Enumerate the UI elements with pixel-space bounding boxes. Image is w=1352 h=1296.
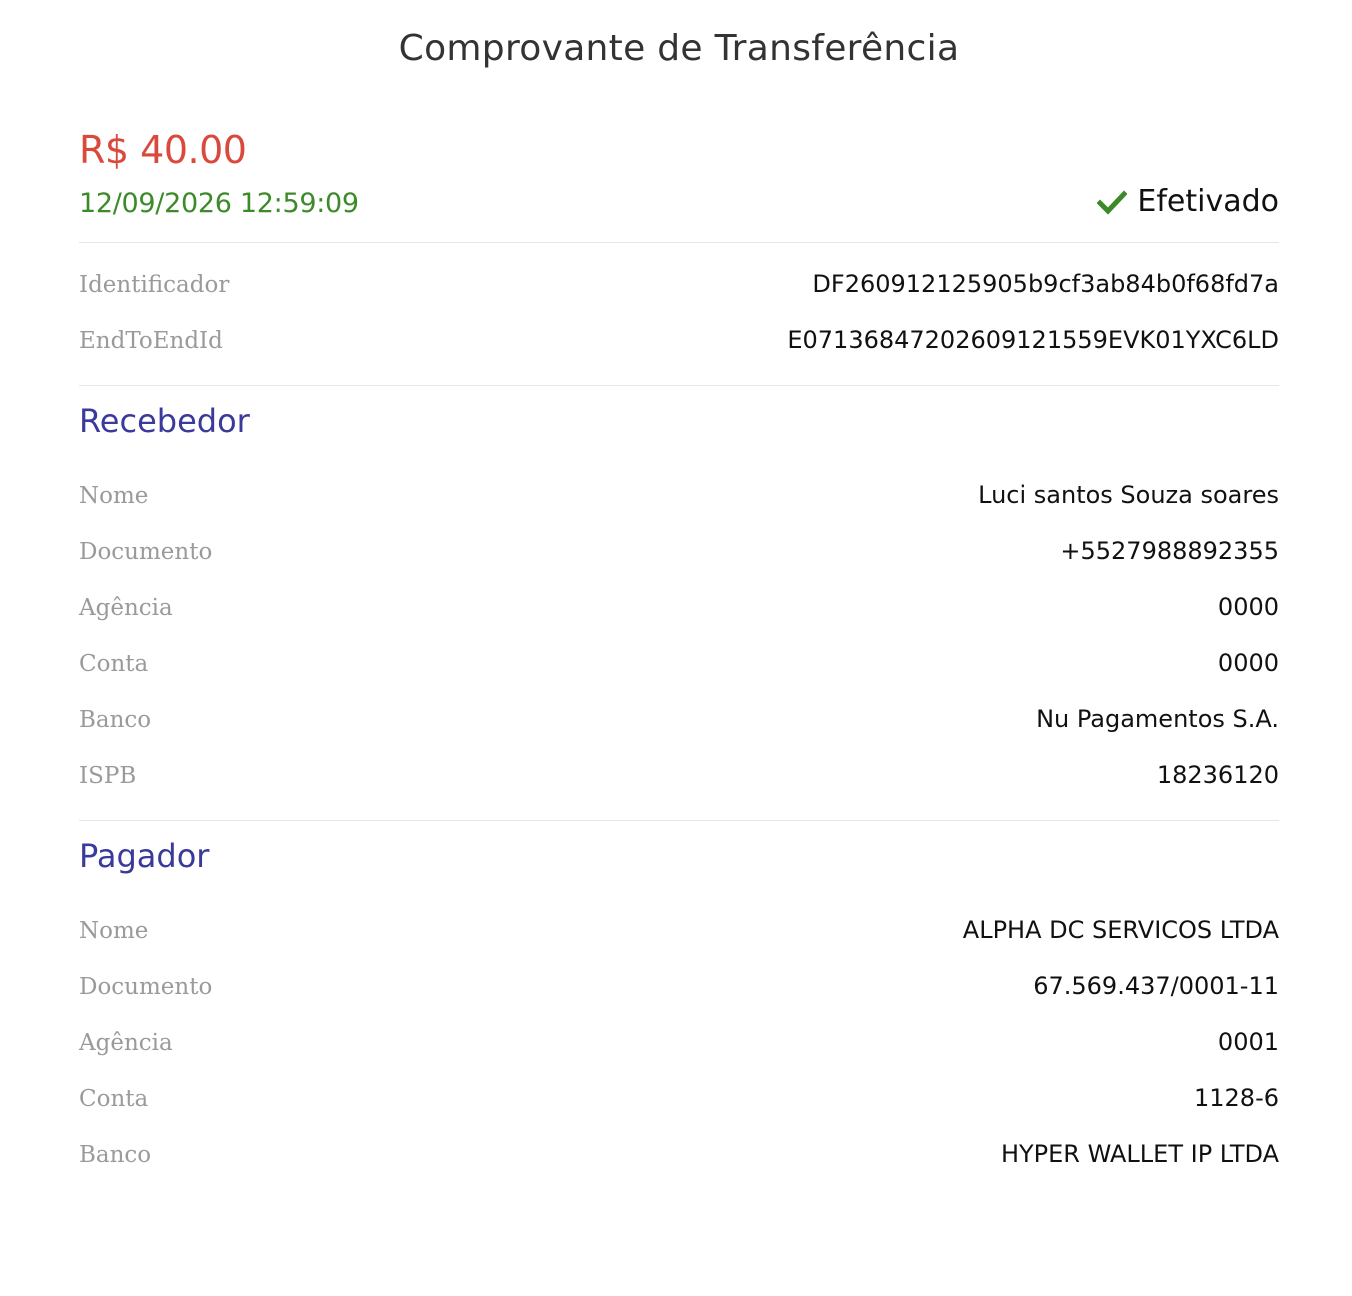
recebedor-row-banco bbox=[79, 707, 1279, 747]
field-value: +5527988892355 bbox=[1060, 537, 1279, 565]
field-value: 1128-6 bbox=[1193, 1084, 1279, 1112]
field-label: Conta bbox=[79, 651, 149, 677]
field-value: Nu Pagamentos S.A. bbox=[1036, 705, 1279, 733]
field-value: 0000 bbox=[1217, 649, 1279, 677]
pagador-row-banco bbox=[79, 1142, 1279, 1182]
recebedor-row-nome bbox=[79, 483, 1279, 523]
field-value: HYPER WALLET IP LTDA bbox=[1000, 1140, 1279, 1168]
pagador-row-conta bbox=[79, 1086, 1279, 1126]
recebedor-row-agencia bbox=[79, 595, 1279, 635]
field-label: Conta bbox=[79, 1086, 149, 1112]
pagador-row-documento bbox=[79, 974, 1279, 1014]
field-label: Nome bbox=[79, 483, 149, 509]
field-label: Nome bbox=[79, 918, 149, 944]
recebedor-row-documento bbox=[79, 539, 1279, 579]
page-title: Comprovante de Transferência bbox=[398, 28, 960, 69]
pagador-row-agencia bbox=[79, 1030, 1279, 1070]
pagador-row-nome bbox=[79, 918, 1279, 958]
status-label: Efetivado bbox=[1137, 184, 1279, 219]
field-label: Agência bbox=[79, 595, 173, 621]
transfer-datetime: 12/09/2026 12:59:09 bbox=[79, 188, 359, 219]
divider bbox=[79, 385, 1279, 386]
field-label: Documento bbox=[79, 539, 213, 565]
section-title-recebedor: Recebedor bbox=[79, 402, 250, 440]
field-label: ISPB bbox=[79, 763, 137, 789]
check-icon bbox=[1097, 187, 1127, 217]
field-label: Banco bbox=[79, 1142, 152, 1168]
field-label: Identificador bbox=[79, 272, 230, 298]
field-label: EndToEndId bbox=[79, 328, 223, 354]
field-value: E07136847202609121559EVK01YXC6LD bbox=[787, 326, 1279, 354]
field-value: 67.569.437/0001-11 bbox=[1033, 972, 1279, 1000]
field-value: DF260912125905b9cf3ab84b0f68fd7a bbox=[812, 270, 1279, 298]
field-value: 18236120 bbox=[1156, 761, 1279, 789]
field-value: 0000 bbox=[1217, 593, 1279, 621]
id-row-identificador bbox=[79, 272, 1279, 312]
field-label: Agência bbox=[79, 1030, 173, 1056]
recebedor-row-conta bbox=[79, 651, 1279, 691]
field-value: Luci santos Souza soares bbox=[978, 481, 1279, 509]
section-title-pagador: Pagador bbox=[79, 837, 210, 875]
divider bbox=[79, 820, 1279, 821]
field-label: Banco bbox=[79, 707, 152, 733]
status-badge bbox=[1097, 184, 1279, 219]
recebedor-row-ispb bbox=[79, 763, 1279, 803]
transfer-amount: R$ 40.00 bbox=[79, 128, 247, 172]
field-value: 0001 bbox=[1217, 1028, 1279, 1056]
field-value: ALPHA DC SERVICOS LTDA bbox=[962, 916, 1279, 944]
divider bbox=[79, 242, 1279, 243]
field-label: Documento bbox=[79, 974, 213, 1000]
id-row-endtoendid bbox=[79, 328, 1279, 368]
